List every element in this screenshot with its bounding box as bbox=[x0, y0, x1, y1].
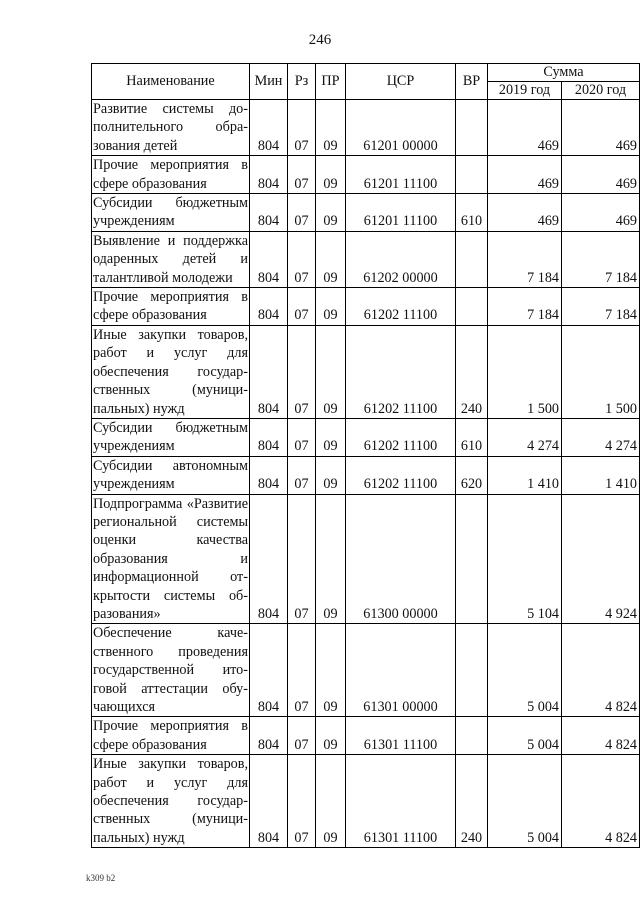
row-name: Субсидии бюджетным учреждениям bbox=[93, 419, 248, 455]
row-rz: 07 bbox=[288, 231, 316, 287]
row-min: 804 bbox=[250, 194, 288, 232]
row-sum-2019: 5 004 bbox=[488, 624, 562, 717]
row-pr: 09 bbox=[316, 288, 346, 326]
row-pr: 09 bbox=[316, 456, 346, 494]
row-name: Иные закупки товаров, работ и услуг для обеспечения государственных (муниципальных) нужд bbox=[93, 326, 248, 417]
row-min: 804 bbox=[250, 717, 288, 755]
row-sum-2019: 469 bbox=[488, 156, 562, 194]
table-row bbox=[92, 194, 640, 232]
row-min: 804 bbox=[250, 325, 288, 418]
row-rz: 07 bbox=[288, 194, 316, 232]
table-row bbox=[92, 755, 640, 848]
row-sum-2020: 4 824 bbox=[562, 624, 640, 717]
row-vr: 610 bbox=[456, 194, 488, 232]
row-rz: 07 bbox=[288, 325, 316, 418]
row-sum-2020: 469 bbox=[562, 194, 640, 232]
row-sum-2020: 469 bbox=[562, 156, 640, 194]
row-min: 804 bbox=[250, 231, 288, 287]
header-pr: ПР bbox=[316, 64, 346, 100]
row-min: 804 bbox=[250, 755, 288, 848]
row-vr bbox=[456, 717, 488, 755]
row-min: 804 bbox=[250, 494, 288, 624]
row-csr: 61202 00000 bbox=[346, 231, 456, 287]
row-pr: 09 bbox=[316, 100, 346, 156]
row-sum-2020: 4 924 bbox=[562, 494, 640, 624]
row-pr: 09 bbox=[316, 755, 346, 848]
table-row bbox=[92, 156, 640, 194]
row-sum-2019: 7 184 bbox=[488, 231, 562, 287]
row-sum-2019: 5 004 bbox=[488, 717, 562, 755]
row-name: Прочие мероприятия в сфере образования bbox=[93, 289, 248, 324]
row-csr: 61300 00000 bbox=[346, 494, 456, 624]
table-row bbox=[92, 231, 640, 287]
row-sum-2019: 7 184 bbox=[488, 288, 562, 326]
header-rz: Рз bbox=[288, 64, 316, 100]
row-vr: 610 bbox=[456, 418, 488, 456]
row-rz: 07 bbox=[288, 288, 316, 326]
header-min: Мин bbox=[250, 64, 288, 100]
header-vr: ВР bbox=[456, 64, 488, 100]
budget-table bbox=[91, 63, 640, 848]
page-number: 246 bbox=[308, 32, 332, 48]
table-row bbox=[92, 418, 640, 456]
row-pr: 09 bbox=[316, 624, 346, 717]
row-min: 804 bbox=[250, 418, 288, 456]
row-vr bbox=[456, 624, 488, 717]
row-vr bbox=[456, 100, 488, 156]
row-name: Подпрограмма «Развитие региональной системы оценки качества образования и информационной открытости системы образования» bbox=[93, 495, 248, 622]
row-min: 804 bbox=[250, 456, 288, 494]
row-rz: 07 bbox=[288, 717, 316, 755]
header-csr: ЦСР bbox=[346, 64, 456, 100]
row-sum-2019: 1 500 bbox=[488, 325, 562, 418]
row-sum-2019: 5 104 bbox=[488, 494, 562, 624]
table-row bbox=[92, 456, 640, 494]
row-min: 804 bbox=[250, 156, 288, 194]
header-row bbox=[92, 64, 640, 82]
row-pr: 09 bbox=[316, 231, 346, 287]
table-row bbox=[92, 100, 640, 156]
header-name: Наименование bbox=[92, 64, 250, 100]
row-csr: 61202 11100 bbox=[346, 456, 456, 494]
row-pr: 09 bbox=[316, 194, 346, 232]
row-vr: 240 bbox=[456, 755, 488, 848]
row-rz: 07 bbox=[288, 100, 316, 156]
table-body bbox=[92, 100, 640, 848]
row-sum-2019: 5 004 bbox=[488, 755, 562, 848]
row-name: Прочие мероприятия в сфере образования bbox=[93, 718, 248, 753]
table-row bbox=[92, 717, 640, 755]
row-sum-2019: 1 410 bbox=[488, 456, 562, 494]
row-pr: 09 bbox=[316, 418, 346, 456]
row-csr: 61202 11100 bbox=[346, 288, 456, 326]
header-year-2020: 2020 год bbox=[562, 82, 640, 100]
row-vr: 620 bbox=[456, 456, 488, 494]
row-rz: 07 bbox=[288, 156, 316, 194]
row-csr: 61301 11100 bbox=[346, 717, 456, 755]
row-name: Обеспечение качественного проведения государственной итоговой аттестации обучающихся bbox=[93, 625, 248, 715]
row-csr: 61301 11100 bbox=[346, 755, 456, 848]
row-sum-2020: 469 bbox=[562, 100, 640, 156]
row-sum-2019: 469 bbox=[488, 100, 562, 156]
row-vr bbox=[456, 288, 488, 326]
row-sum-2020: 4 274 bbox=[562, 418, 640, 456]
row-rz: 07 bbox=[288, 456, 316, 494]
row-pr: 09 bbox=[316, 156, 346, 194]
row-vr bbox=[456, 494, 488, 624]
row-rz: 07 bbox=[288, 418, 316, 456]
table-row bbox=[92, 624, 640, 717]
row-min: 804 bbox=[250, 288, 288, 326]
row-name: Субсидии бюджетным учреждениям bbox=[93, 195, 248, 230]
header-sum: Сумма bbox=[488, 64, 640, 82]
row-name: Выявление и поддержка одаренных детей и талантливой молодежи bbox=[93, 232, 248, 286]
row-csr: 61201 11100 bbox=[346, 194, 456, 232]
row-pr: 09 bbox=[316, 717, 346, 755]
row-name: Субсидии автономным учреждениям bbox=[93, 457, 248, 493]
row-sum-2020: 4 824 bbox=[562, 717, 640, 755]
row-rz: 07 bbox=[288, 494, 316, 624]
row-sum-2020: 1 410 bbox=[562, 456, 640, 494]
row-vr: 240 bbox=[456, 325, 488, 418]
row-name: Развитие системы дополнительного образования детей bbox=[93, 101, 248, 154]
row-name: Прочие мероприятия в сфере образования bbox=[93, 157, 248, 192]
table-row bbox=[92, 494, 640, 624]
row-csr: 61202 11100 bbox=[346, 418, 456, 456]
table-row bbox=[92, 325, 640, 418]
header-year-2019: 2019 год bbox=[488, 82, 562, 100]
row-csr: 61201 00000 bbox=[346, 100, 456, 156]
row-min: 804 bbox=[250, 100, 288, 156]
row-pr: 09 bbox=[316, 325, 346, 418]
table-row bbox=[92, 288, 640, 326]
row-sum-2019: 4 274 bbox=[488, 418, 562, 456]
row-rz: 07 bbox=[288, 624, 316, 717]
row-name: Иные закупки товаров, работ и услуг для обеспечения государственных (муниципальных) нужд bbox=[93, 756, 248, 846]
row-sum-2020: 4 824 bbox=[562, 755, 640, 848]
row-sum-2020: 7 184 bbox=[562, 231, 640, 287]
row-vr bbox=[456, 231, 488, 287]
row-csr: 61301 00000 bbox=[346, 624, 456, 717]
row-min: 804 bbox=[250, 624, 288, 717]
row-vr bbox=[456, 156, 488, 194]
row-sum-2020: 1 500 bbox=[562, 325, 640, 418]
footer-mark: k309 b2 bbox=[86, 873, 116, 883]
row-rz: 07 bbox=[288, 755, 316, 848]
row-sum-2019: 469 bbox=[488, 194, 562, 232]
row-sum-2020: 7 184 bbox=[562, 288, 640, 326]
row-csr: 61202 11100 bbox=[346, 325, 456, 418]
row-pr: 09 bbox=[316, 494, 346, 624]
row-csr: 61201 11100 bbox=[346, 156, 456, 194]
